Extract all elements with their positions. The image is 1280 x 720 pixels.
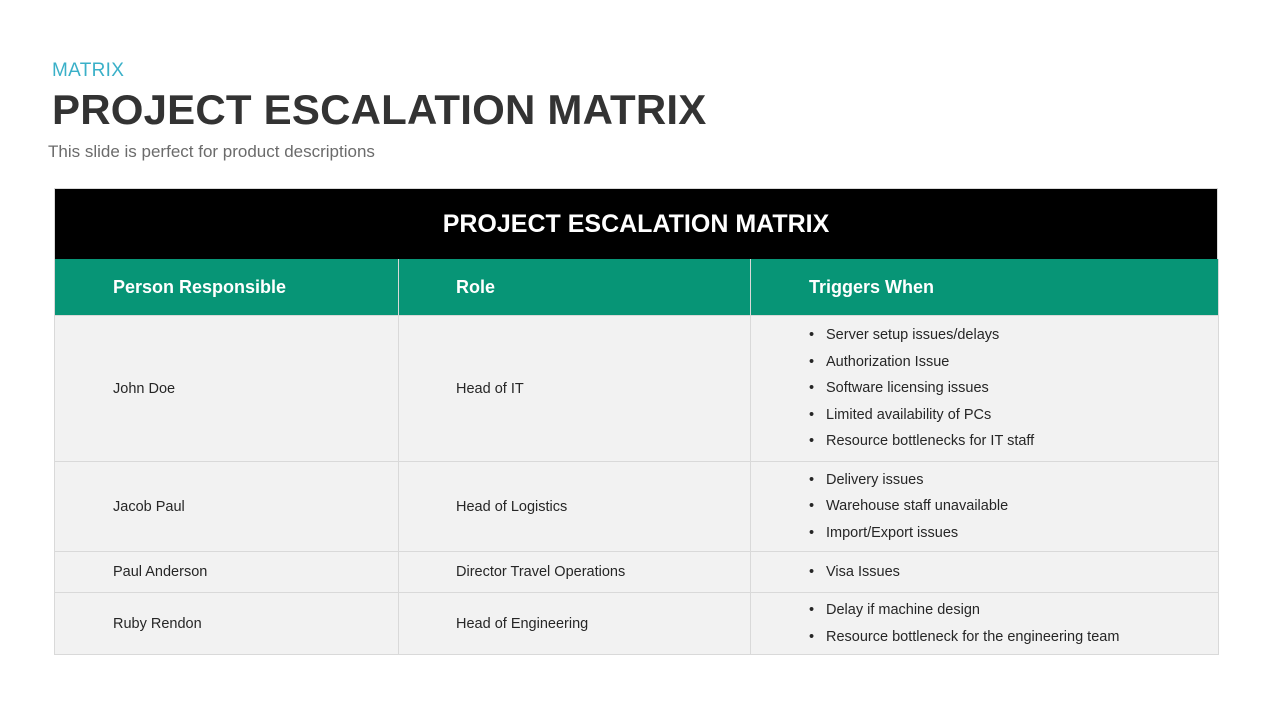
table-row <box>55 552 1219 593</box>
triggers-cell <box>751 316 1219 462</box>
triggers-cell <box>751 552 1219 593</box>
person-cell: Paul Anderson <box>55 552 399 593</box>
header-row <box>55 259 1219 316</box>
role-cell: Head of IT <box>399 316 751 462</box>
trigger-item: • Delivery issues <box>809 467 1218 494</box>
trigger-list <box>809 322 1218 455</box>
trigger-item: • Delay if machine design <box>809 597 1218 624</box>
column-header-role: Role <box>399 259 751 316</box>
role-cell: Head of Logistics <box>399 462 751 552</box>
trigger-item: • Import/Export issues <box>809 520 1218 547</box>
trigger-item: • Authorization Issue <box>809 349 1218 376</box>
trigger-list <box>809 597 1218 650</box>
triggers-cell <box>751 593 1219 655</box>
matrix-title: PROJECT ESCALATION MATRIX <box>54 188 1218 259</box>
trigger-list <box>809 467 1218 547</box>
role-cell: Director Travel Operations <box>399 552 751 593</box>
role-cell: Head of Engineering <box>399 593 751 655</box>
page-title: PROJECT ESCALATION MATRIX <box>52 86 707 133</box>
trigger-item: • Resource bottlenecks for IT staff <box>809 428 1218 455</box>
escalation-matrix <box>54 188 1218 655</box>
table-row <box>55 316 1219 462</box>
trigger-item: • Limited availability of PCs <box>809 402 1218 429</box>
person-cell: Jacob Paul <box>55 462 399 552</box>
table-row <box>55 593 1219 655</box>
eyebrow-label: MATRIX <box>52 60 125 81</box>
trigger-item: • Software licensing issues <box>809 375 1218 402</box>
page-subtitle: This slide is perfect for product descriptions <box>48 142 375 161</box>
matrix-table <box>54 259 1219 655</box>
triggers-cell <box>751 462 1219 552</box>
trigger-list <box>809 559 1218 586</box>
person-cell: John Doe <box>55 316 399 462</box>
trigger-item: • Visa Issues <box>809 559 1218 586</box>
column-header-person: Person Responsible <box>55 259 399 316</box>
table-row <box>55 462 1219 552</box>
person-cell: Ruby Rendon <box>55 593 399 655</box>
trigger-item: • Server setup issues/delays <box>809 322 1218 349</box>
trigger-item: • Resource bottleneck for the engineering team <box>809 624 1218 651</box>
column-header-triggers: Triggers When <box>751 259 1219 316</box>
trigger-item: • Warehouse staff unavailable <box>809 493 1218 520</box>
